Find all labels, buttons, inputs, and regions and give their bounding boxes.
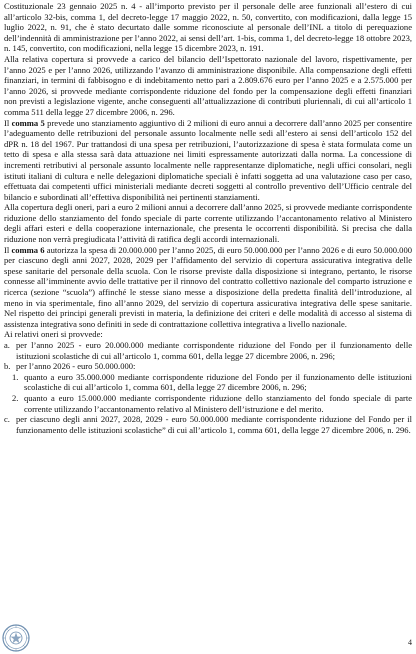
paragraph-copertura-comma-5: Alla copertura degli oneri, pari a euro 2 milioni annui a decorrere dall’anno 2025, si provvede mediante corrispondente riduzione dello stanziamento del fondo speciale di parte corrente utilizzando l’accantonamento relativo al Ministero degli affari esteri e della cooperazione internazionale, che presenta le occorrenti disponibilità. Si precisa che dalla riduzione non verrà pregiudicata l’attività di ratifica degli accordi internazionali.: [4, 202, 412, 245]
sublist-text-2: quanto a euro 15.000.000 mediante corrispondente riduzione dello stanziamento del fondo speciale di parte corrente utilizzando l’accantonamento relativo al Ministero dell’istruzione e del merito.: [24, 392, 412, 414]
list-text-c: per ciascuno degli anni 2027, 2028, 2029 - euro 50.000.000 mediante corrispondente riduzione del Fondo per il funzionamento delle istituzioni scolastiche” di cui all’articolo 1, comma 601, della legge 27 dicembre 2006, n. 296.: [16, 414, 412, 435]
list-item-a: [4, 340, 412, 361]
paragraph-oneri-intro: Ai relativi oneri si provvede:: [4, 329, 103, 340]
page-number: 4: [408, 638, 412, 647]
list-marker-a: a.: [4, 340, 10, 350]
list-marker-c: c.: [4, 414, 10, 425]
list-text-a: per l’anno 2025 - euro 20.000.000 mediante corrispondente riduzione del Fondo per il funzionamento delle istituzioni scolastiche di cui all’articolo 1, comma 601, della legge 27 dicembre 2006, n. 296;: [16, 340, 412, 361]
comma-reference: comma 6: [11, 244, 45, 255]
sublist-text-1: quanto a euro 35.000.000 mediante corrispondente riduzione del Fondo per il funzionamento delle istituzioni scolastiche di cui all’articolo 1, comma 601, della legge 27 dicembre 2006, n. 296;: [24, 371, 412, 393]
list-text-b: per l’anno 2026 - euro 50.000.000:: [16, 361, 136, 372]
list-item-b: [4, 361, 412, 372]
paragraph-comma-5: Il comma 5 prevede uno stanziamento aggiuntivo di 2 milioni di euro annui a decorrere dall’anno 2025 per consentire l’adeguamento delle retribuzioni del personale assunto localmente nelle sedi all’estero ai sensi dell’articolo 152 del dPR n. 18 del 1967. Pur trattandosi di una spesa per retribuzioni, l’autorizzazione di spesa è stata formulata come un tetto di spesa e alla stessa sarà data attuazione nei limiti espressamente autorizzati dalla norma. La concessione di incrementi retributivi al personale assunto localmente nelle rappresentanze diplomatiche, negli uffici consolari, negli istituti italiani di cultura e nelle delegazioni diplomatiche speciali è infatti soggetta ad una valutazione caso per caso, effettuata dai competenti uffici ministeriali mediante decreti soggetti al controllo preventivo dell’Ufficio centrale del bilancio e subordinati all’effettiva disponibilità nei pertinenti stanziamenti.: [4, 117, 412, 202]
sublist-item-1: [4, 372, 412, 393]
paragraph-intro: Costituzionale 23 gennaio 2025 n. 4 - all’importo previsto per il personale delle aree funzionali all’estero di cui all’articolo 32-bis, comma 1, del decreto-legge 17 maggio 2022, n. 50, convertito, con modificazioni, dalla legge 15 luglio 2022, n. 91, che è stato decurtato dalle somme riconosciute al personale dell’INL a titolo di perequazione dell’indennità di amministrazione per l’anno 2022, ai sensi dell’art. 1-bis, comma 1, del decreto-legge 18 ottobre 2023, n. 145, convertito, con modificazioni, nella legge 15 dicembre 2023, n. 191.: [4, 1, 412, 54]
list-item-c: [4, 414, 412, 435]
list-marker-b: b.: [4, 361, 11, 372]
oneri-list: [4, 340, 412, 372]
comma-reference: comma 5: [11, 117, 45, 128]
document-page: [4, 1, 412, 435]
paragraph-copertura-inl: Alla relativa copertura si provvede a carico del bilancio dell’Ispettorato nazionale del lavoro, rispettivamente, per l’anno 2025 e per l’anno 2026, utilizzando l’avanzo di amministrazione disponibile. Alla compensazione degli effetti finanziari, in termini di fabbisogno e di indebitamento netto pari a 2.809.676 euro per l’anno 2025 e a 2.575.000 per l’anno 2026, si provvede mediante corrispondente riduzione del fondo per la compensazione degli effetti finanziari non previsti a legislazione vigente, anche conseguenti all’attualizzazione di contributi pluriennali, di cui all’articolo 1 comma 511 della legge 27 dicembre 2006, n. 296.: [4, 53, 412, 117]
sublist-item-2: [4, 393, 412, 414]
sublist-marker-1: 1.: [12, 371, 19, 382]
oneri-sublist: [4, 372, 412, 414]
seal-icon: [2, 624, 30, 652]
oneri-list-continued: [4, 414, 412, 435]
sublist-marker-2: 2.: [12, 392, 19, 403]
paragraph-comma-6: Il comma 6 autorizza la spesa di 20.000.000 per l’anno 2025, di euro 50.000.000 per l’anno 2026 e di euro 50.000.000 per ciascuno degli anni 2027, 2028, 2029 per l’affidamento del servizio di copertura assicurativa integrativa delle spese sanitarie del personale della scuola. Con le risorse previste dalla disposizione si integrano, pertanto, le risorse connesse all’imminente avvio delle trattative per il rinnovo del contratto collettivo nazionale del comparto istruzione e ricerca (sezione “scuola”) affinché le stesse siano messe a disposizione della predetta finalità dell’introduzione, al meno in via sperimentale, fino all’anno 2029, del servizio di copertura assicurativa integrativa delle spese sanitarie. Nel rispetto dei principi generali previsti in materia, la definizione dei criteri e delle modalità di accesso al sistema di assistenza integrativa sono definiti in sede di contrattazione collettiva integrativa a livello nazionale.: [4, 244, 412, 329]
